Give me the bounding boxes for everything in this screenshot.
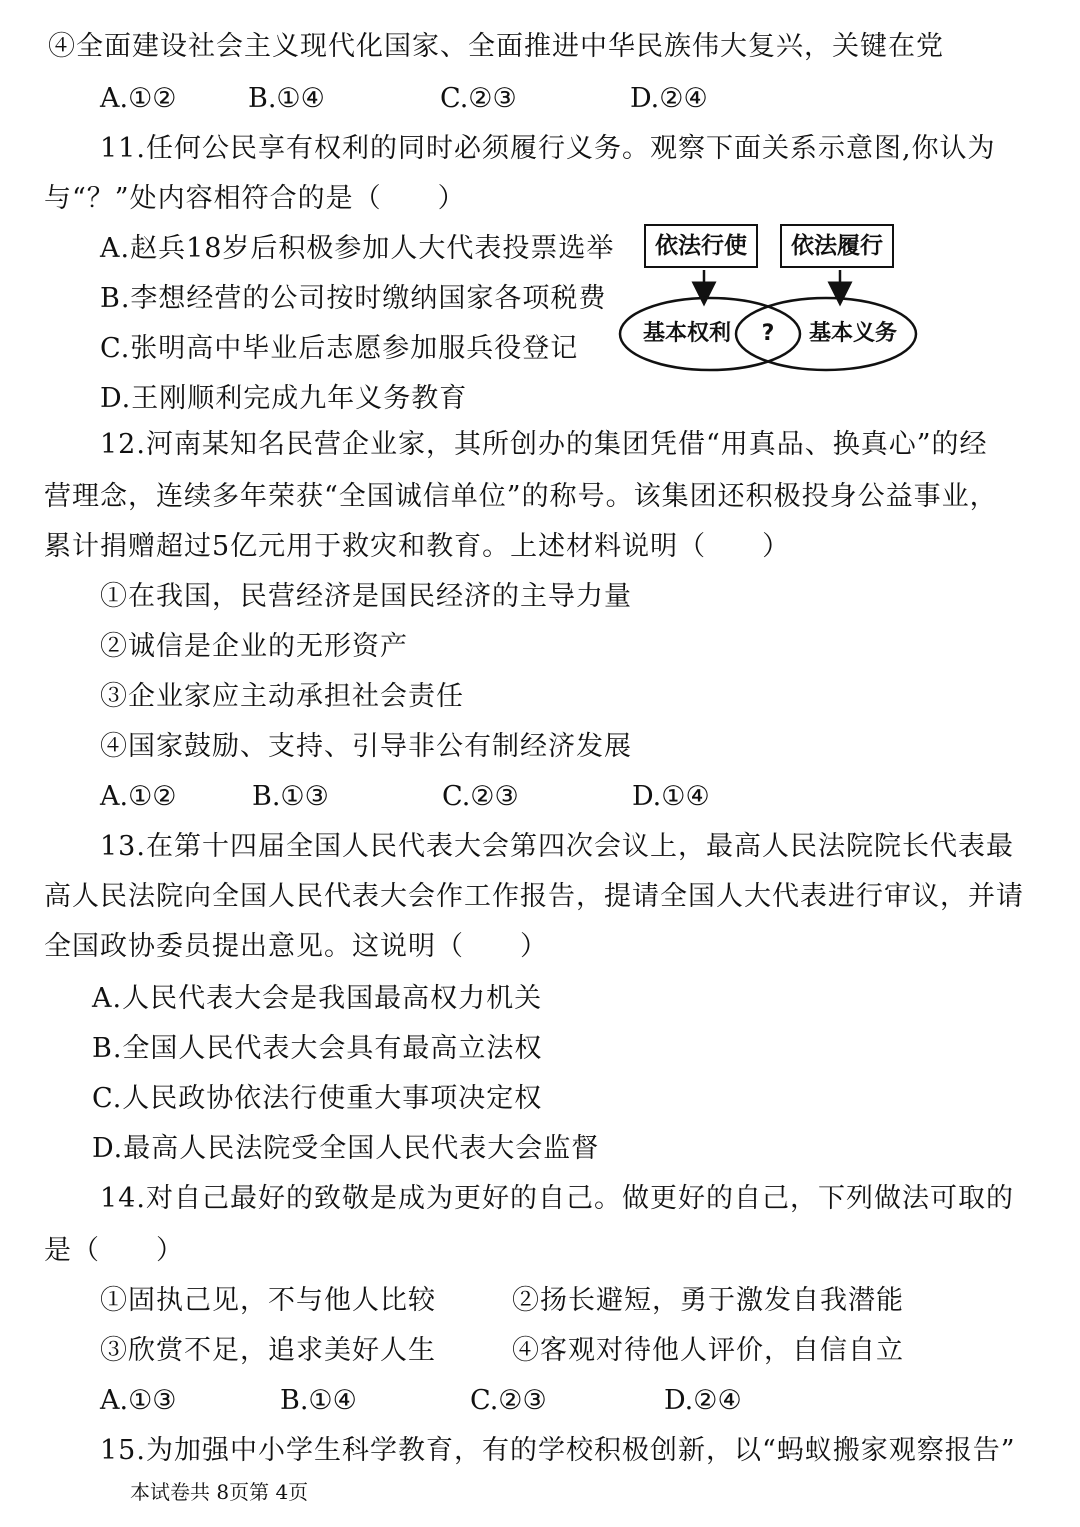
q11-stem-line2: 与“？”处内容相符合的是（ ）: [44, 183, 466, 214]
label-basic-rights: 基本权利: [642, 321, 731, 346]
q12-option-c: C.②③: [442, 781, 519, 812]
q14-option-c: C.②③: [470, 1385, 547, 1416]
q11-stem-line1: 11.任何公民享有权利的同时必须履行义务。观察下面关系示意图,你认为: [100, 133, 996, 164]
q14-item-2: ②扬长避短，勇于激发自我潜能: [512, 1285, 904, 1316]
q11-option-d: D.王刚顺利完成九年义务教育: [100, 383, 468, 414]
q13-stem-line2: 高人民法院向全国人民代表大会作工作报告，提请全国人大代表进行审议，并请: [44, 881, 1024, 912]
q14-stem-line2: 是（ ）: [44, 1235, 184, 1266]
label-basic-duties: 基本义务: [808, 321, 897, 346]
q12-item-1: ①在我国，民营经济是国民经济的主导力量: [100, 581, 632, 612]
q12-option-d: D.①④: [632, 781, 710, 812]
q13-stem-line1: 13.在第十四届全国人民代表大会第四次会议上，最高人民法院院长代表最: [100, 831, 1014, 862]
q12-stem-line1: 12.河南某知名民营企业家，其所创办的集团凭借“用真品、换真心”的经: [100, 429, 988, 460]
q13-option-b: B.全国人民代表大会具有最高立法权: [92, 1033, 543, 1064]
q14-option-b: B.①④: [280, 1385, 357, 1416]
option-a: A.①②: [100, 83, 177, 114]
q12-item-4: ④国家鼓励、支持、引导非公有制经济发展: [100, 731, 632, 762]
box-fulfill-by-law: 依法履行: [780, 224, 894, 268]
label-overlap-question: ?: [761, 321, 775, 346]
q14-item-3: ③欣赏不足，追求美好人生: [100, 1335, 436, 1366]
option-c: C.②③: [440, 83, 517, 114]
q11-option-a: A.赵兵18岁后积极参加人大代表投票选举: [100, 233, 615, 264]
q14-item-1: ①固执己见，不与他人比较: [100, 1285, 436, 1316]
q13-option-c: C.人民政协依法行使重大事项决定权: [92, 1083, 543, 1114]
q11-option-c: C.张明高中毕业后志愿参加服兵役登记: [100, 333, 579, 364]
q14-option-a: A.①③: [100, 1385, 177, 1416]
q12-item-3: ③企业家应主动承担社会责任: [100, 681, 464, 712]
q14-item-4: ④客观对待他人评价，自信自立: [512, 1335, 904, 1366]
option-b: B.①④: [248, 83, 325, 114]
q12-item-2: ②诚信是企业的无形资产: [100, 631, 408, 662]
q13-option-a: A.人民代表大会是我国最高权力机关: [92, 983, 543, 1014]
q13-option-d: D.最高人民法院受全国人民代表大会监督: [92, 1133, 600, 1164]
q14-option-d: D.②④: [664, 1385, 742, 1416]
page-footer: 本试卷共 8页第 4页: [130, 1480, 309, 1504]
q12-stem-line2: 营理念，连续多年荣获“全国诚信单位”的称号。该集团还积极投身公益事业，: [44, 481, 998, 512]
q11-option-b: B.李想经营的公司按时缴纳国家各项税费: [100, 283, 607, 314]
item-4-top: ④全面建设社会主义现代化国家、全面推进中华民族伟大复兴，关键在党: [48, 31, 944, 62]
q15-stem-line1: 15.为加强中小学生科学教育，有的学校积极创新，以“蚂蚁搬家观察报告”: [100, 1435, 1016, 1466]
option-d: D.②④: [630, 83, 708, 114]
box-exercise-by-law: 依法行使: [644, 224, 758, 268]
q12-option-a: A.①②: [100, 781, 177, 812]
q12-stem-line3: 累计捐赠超过5亿元用于救灾和教育。上述材料说明（ ）: [44, 531, 791, 562]
q14-stem-line1: 14.对自己最好的致敬是成为更好的自己。做更好的自己，下列做法可取的: [100, 1183, 1014, 1214]
q12-option-b: B.①③: [252, 781, 329, 812]
rights-duties-diagram: [612, 222, 932, 382]
q13-stem-line3: 全国政协委员提出意见。这说明（ ）: [44, 931, 548, 962]
